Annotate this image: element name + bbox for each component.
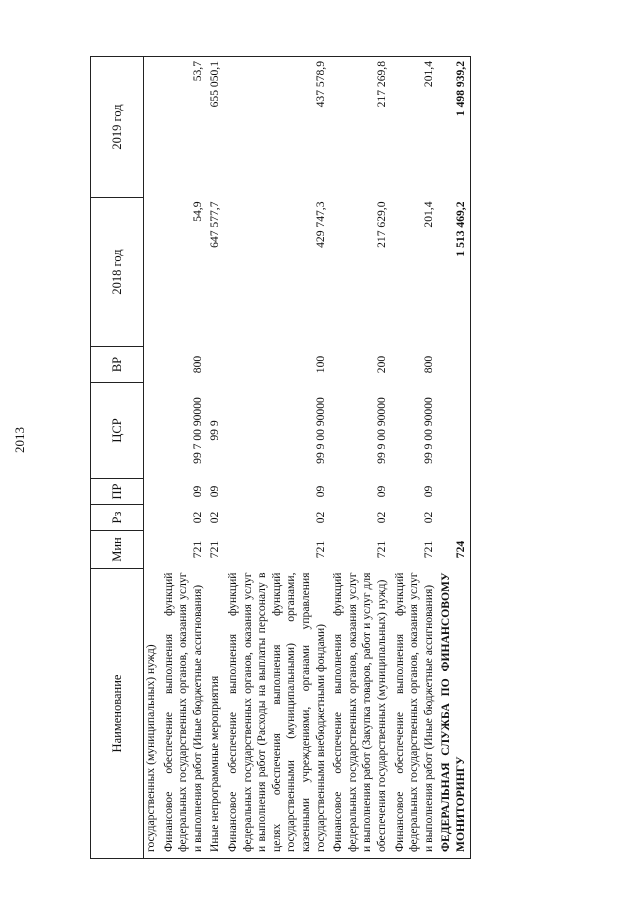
cell-rz: 02 bbox=[421, 511, 435, 524]
cell-name: ФЕДЕРАЛЬНАЯ СЛУЖБА ПО ФИНАНСОВОМУ МОНИТОРИНГУ bbox=[436, 569, 471, 859]
table-row bbox=[328, 57, 389, 859]
header-2018: 2018 год bbox=[91, 198, 144, 347]
cell-rz: 02 bbox=[313, 511, 327, 524]
cell-name: Финансовое обеспечение выполнения функций федеральных государственных органов, оказания услуг и выполнения работ (Иные бюджетные ассигнования) bbox=[390, 569, 437, 859]
cell-vr bbox=[205, 347, 223, 383]
cell-name: Финансовое обеспечение выполнения функций федеральных государственных органов, оказания услуг и выполнения работ (Расходы на выплаты персоналу в целях обеспечения выполнения функций государственными (муниципальными) органами, казенными учреждениями, органами управления государственными внебюджетными фондами) bbox=[223, 569, 328, 859]
cell-2019: 437 578,9 bbox=[223, 57, 328, 198]
header-csr: ЦСР bbox=[91, 383, 144, 479]
cell-2019: 217 269,8 bbox=[328, 57, 389, 198]
cell-min: 721 bbox=[313, 540, 327, 559]
cell-csr bbox=[144, 383, 159, 479]
cell-rz: 02 bbox=[374, 511, 388, 524]
header-pr: ПР bbox=[91, 479, 144, 505]
cell-vr: 800 bbox=[421, 355, 435, 374]
cell-2018: 217 629,0 bbox=[374, 201, 388, 248]
cell-pr bbox=[436, 479, 471, 505]
cell-min: 721 bbox=[421, 540, 435, 559]
cell-csr: 99 9 00 90000 bbox=[374, 397, 388, 464]
cell-pr: 09 bbox=[313, 485, 327, 498]
cell-2018: 647 577,7 bbox=[208, 201, 222, 248]
cell-min: 721 bbox=[190, 540, 204, 559]
cell-2018: 429 747,3 bbox=[313, 201, 327, 248]
cell-min: 721 bbox=[374, 540, 388, 559]
cell-min: 721 bbox=[208, 540, 222, 559]
rotated-table-container bbox=[90, 57, 590, 859]
cell-2019: 655 050,1 bbox=[205, 57, 223, 198]
cell-2018: 54,9 bbox=[190, 201, 204, 222]
table-row bbox=[159, 57, 206, 859]
cell-vr bbox=[144, 347, 159, 383]
cell-rz bbox=[436, 505, 471, 531]
cell-pr: 09 bbox=[421, 485, 435, 498]
cell-min: 724 bbox=[436, 531, 471, 569]
cell-rz bbox=[144, 505, 159, 531]
cell-name: Финансовое обеспечение выполнения функций федеральных государственных органов, оказания услуг и выполнения работ (Иные бюджетные ассигнования) bbox=[159, 569, 206, 859]
cell-2019 bbox=[144, 57, 159, 198]
header-vr: ВР bbox=[91, 347, 144, 383]
cell-2019: 53,7 bbox=[159, 57, 206, 198]
cell-name: Иные непрограммные мероприятия bbox=[205, 569, 223, 859]
cell-rz: 02 bbox=[208, 511, 222, 524]
cell-pr: 09 bbox=[190, 485, 204, 498]
header-min: Мин bbox=[91, 531, 144, 569]
cell-vr: 800 bbox=[190, 355, 204, 374]
table-row bbox=[144, 57, 159, 859]
cell-csr: 99 7 00 90000 bbox=[190, 397, 204, 464]
cell-2018: 1 513 469,2 bbox=[436, 198, 471, 347]
cell-rz: 02 bbox=[190, 511, 204, 524]
cell-pr: 09 bbox=[208, 485, 222, 498]
table-row-total bbox=[436, 57, 471, 859]
header-rz: Рз bbox=[91, 505, 144, 531]
page-number: 2013 bbox=[12, 427, 27, 453]
cell-csr: 99 9 bbox=[208, 420, 222, 441]
cell-vr bbox=[436, 347, 471, 383]
cell-vr: 200 bbox=[374, 355, 388, 374]
table-row bbox=[223, 57, 328, 859]
header-name: Наименование bbox=[91, 569, 144, 859]
cell-2018: 201,4 bbox=[421, 201, 435, 228]
cell-pr bbox=[144, 479, 159, 505]
cell-name: государственных (муниципальных) нужд) bbox=[144, 569, 159, 859]
cell-csr: 99 9 00 90000 bbox=[313, 397, 327, 464]
cell-csr bbox=[436, 383, 471, 479]
budget-table bbox=[90, 56, 471, 859]
header-2019: 2019 год bbox=[91, 57, 144, 198]
cell-2019: 1 498 939,2 bbox=[436, 57, 471, 198]
table-header-row bbox=[91, 57, 144, 859]
cell-pr: 09 bbox=[374, 485, 388, 498]
cell-name: Финансовое обеспечение выполнения функций федеральных государственных органов, оказания услуг и выполнения работ (Закупка товаров, работ и услуг для обеспечения государственных (муниципальных) нужд) bbox=[328, 569, 389, 859]
cell-csr: 99 9 00 90000 bbox=[421, 397, 435, 464]
cell-2018 bbox=[144, 198, 159, 347]
cell-2019: 201,4 bbox=[390, 57, 437, 198]
cell-vr: 100 bbox=[313, 355, 327, 374]
cell-min bbox=[144, 531, 159, 569]
table-row bbox=[205, 57, 223, 859]
table-row bbox=[390, 57, 437, 859]
